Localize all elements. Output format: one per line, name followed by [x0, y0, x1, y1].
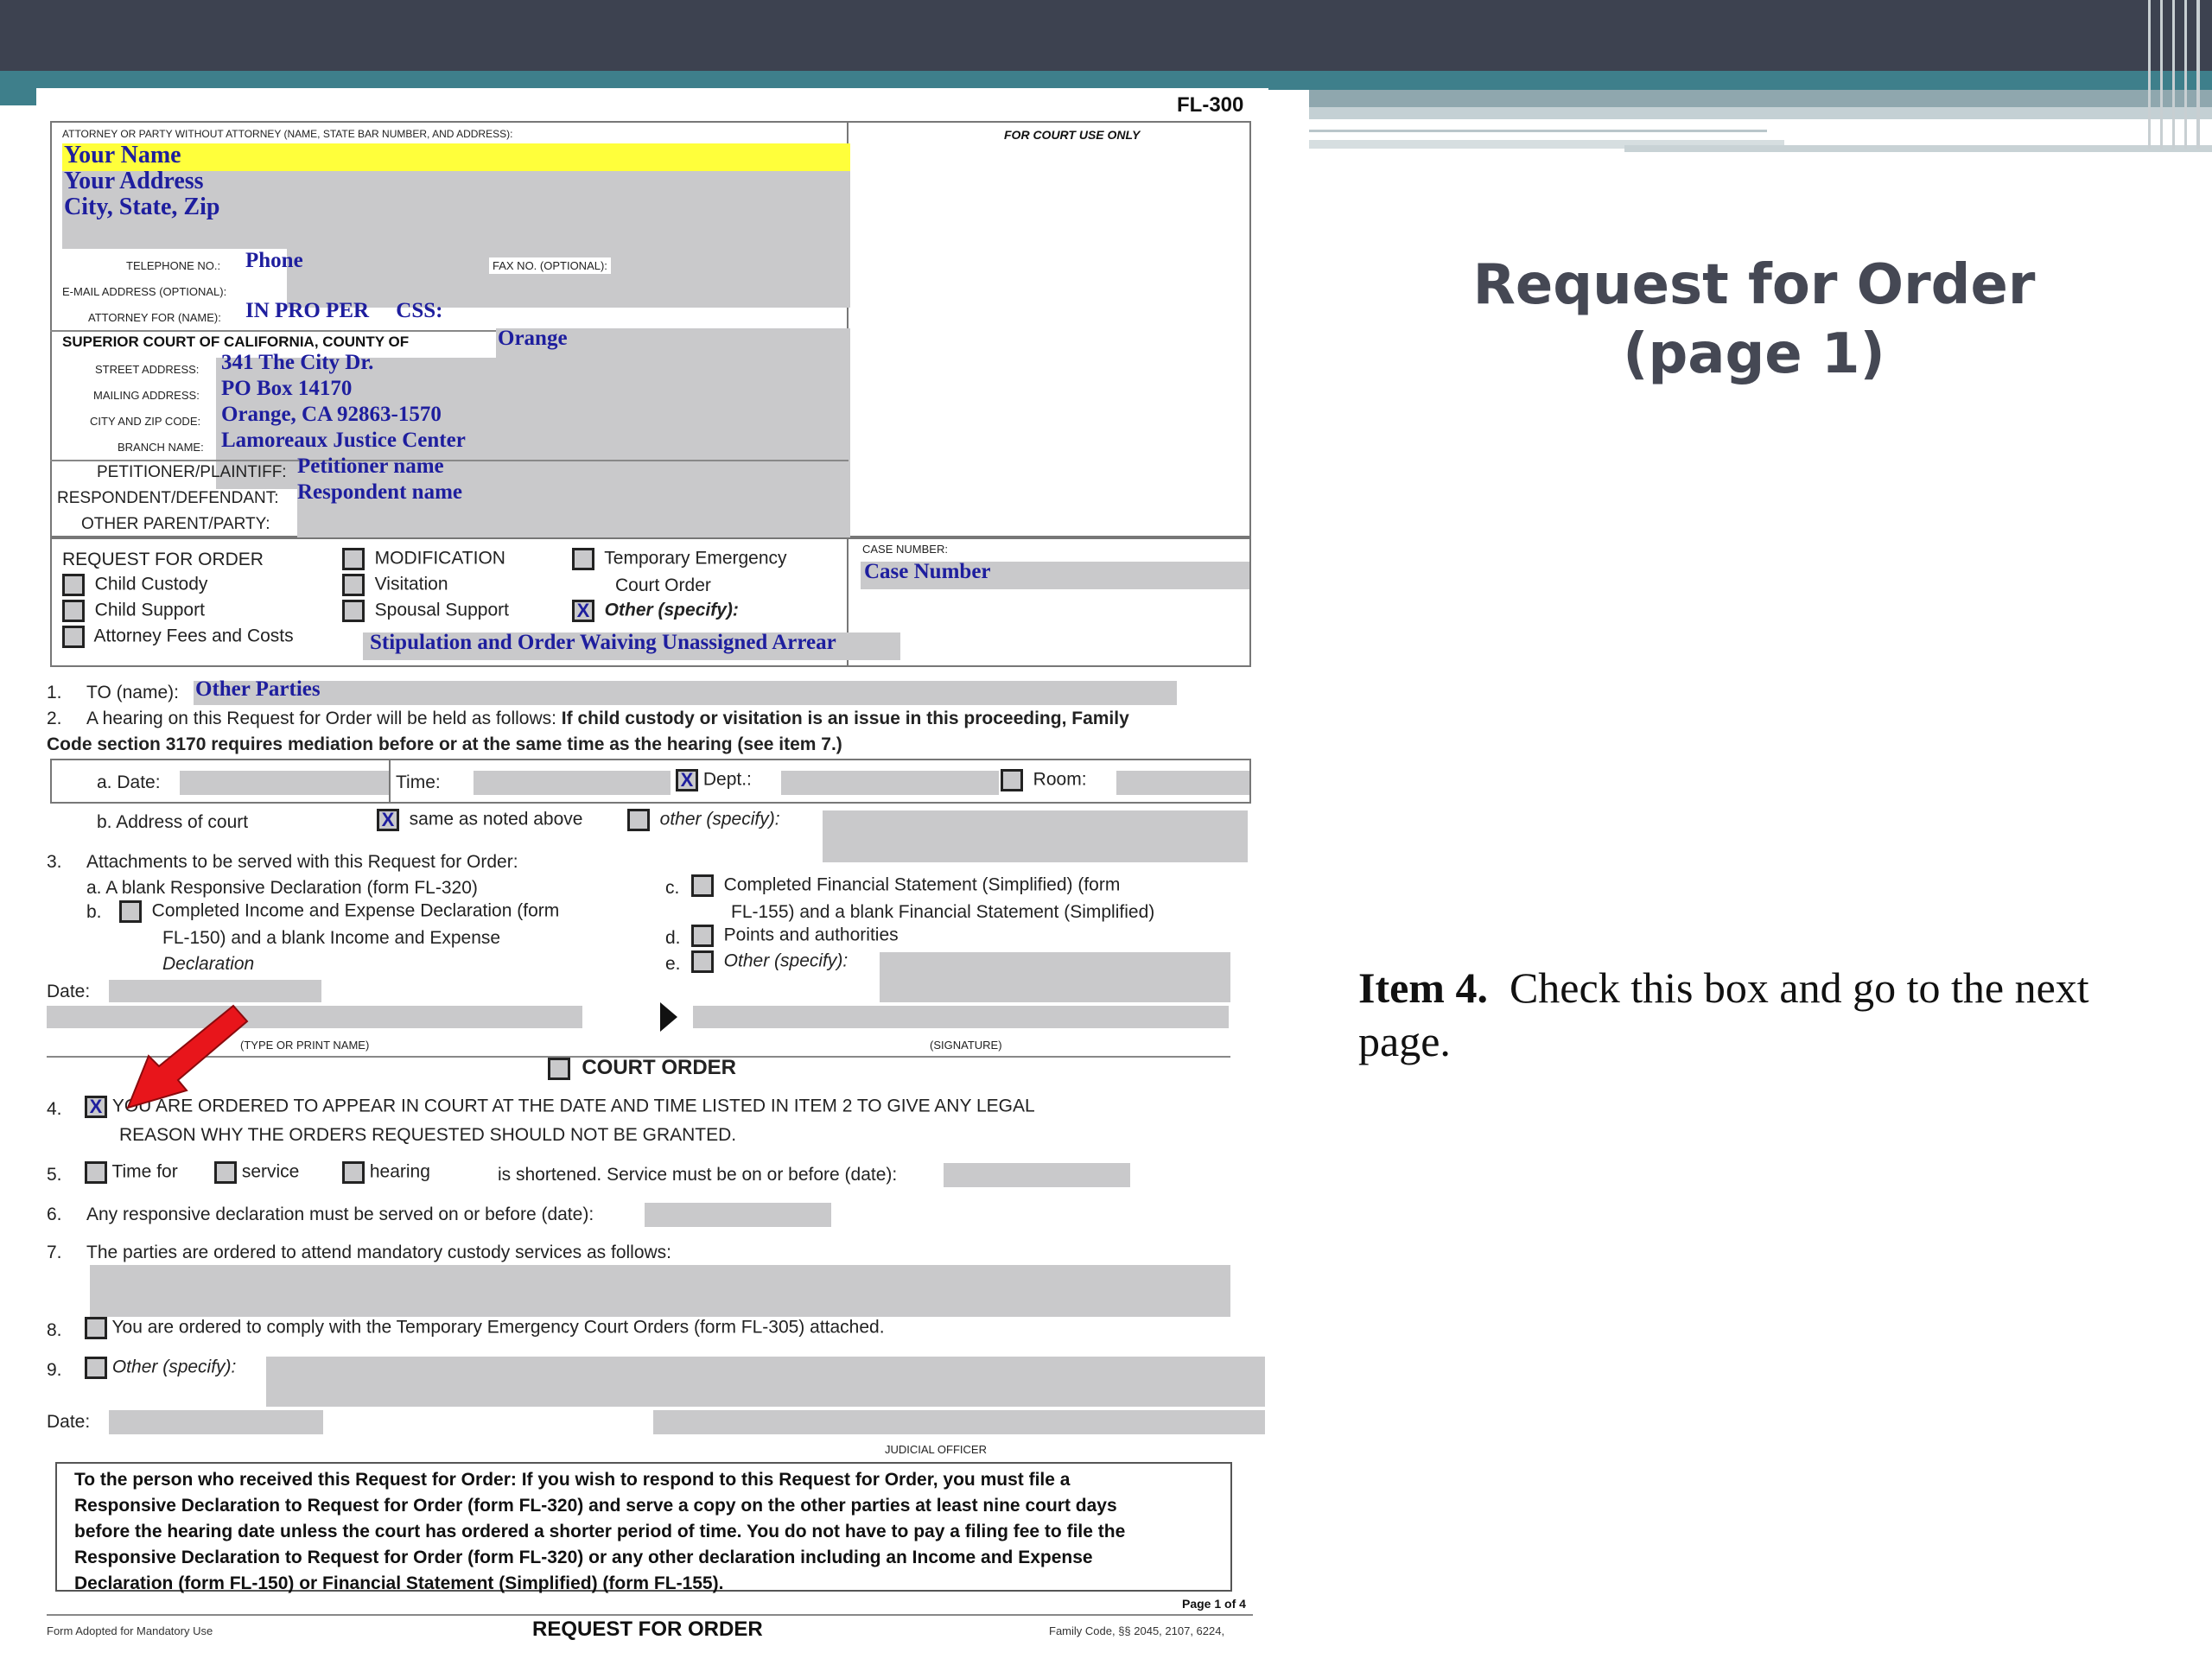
item3e-text: Other (specify):: [723, 950, 849, 971]
attorney-fees-checkbox[interactable]: [62, 626, 85, 648]
item3d-checkbox[interactable]: [691, 925, 714, 947]
hearing-time-label: Time:: [396, 772, 441, 792]
item3b-letter: b.: [86, 902, 102, 922]
city-state-zip[interactable]: City, State, Zip: [64, 194, 220, 220]
item8-num: 8.: [47, 1320, 62, 1340]
item2-text-b: If child custody or visitation is an issue in this proceeding, Family: [561, 709, 1129, 728]
item5-time-checkbox[interactable]: [85, 1161, 107, 1184]
hearing-time-fill[interactable]: [474, 771, 671, 795]
page-number: Page 1 of 4: [1182, 1597, 1246, 1611]
slide-deco-vline: [2184, 0, 2187, 149]
slide-deco-line3: [1624, 145, 2212, 152]
form-code: FL-300: [1177, 93, 1244, 117]
same-as-checkbox[interactable]: X: [377, 809, 399, 831]
item3b-text-3: Declaration: [162, 954, 255, 974]
slide-title: [1374, 251, 2134, 389]
court-label: SUPERIOR COURT OF CALIFORNIA, COUNTY OF: [62, 334, 410, 350]
item9-checkbox[interactable]: [85, 1357, 107, 1379]
item4-text: YOU ARE ORDERED TO APPEAR IN COURT AT THE DATE AND TIME LISTED IN ITEM 2 TO GIVE ANY LEGAL: [111, 1096, 1035, 1116]
request-for-order-label: REQUEST FOR ORDER: [62, 550, 264, 569]
tel-label: TELEPHONE NO.:: [126, 259, 221, 272]
other-specify-label: Other (specify):: [604, 600, 739, 620]
notice-line: Responsive Declaration to Request for Order (form FL-320) or any other declaration including an Income and Expense: [74, 1548, 1093, 1567]
item6-date-fill[interactable]: [645, 1203, 831, 1227]
respondent-value[interactable]: Respondent name: [297, 480, 462, 504]
slide-top-bar: [0, 0, 2212, 71]
order-date-fill[interactable]: [109, 1410, 323, 1434]
rule: [47, 1614, 1253, 1616]
other-parent-label: OTHER PARENT/PARTY:: [81, 515, 270, 533]
item8-checkbox[interactable]: [85, 1317, 107, 1339]
item9-fill[interactable]: [266, 1357, 1265, 1407]
note-text: Check this box and go to the next page.: [1358, 963, 2089, 1065]
branch-label: BRANCH NAME:: [118, 441, 204, 454]
notice-line: Responsive Declaration to Request for Order (form FL-320) and serve a copy on the other parties at least nine court days: [74, 1496, 1117, 1516]
order-date-label: Date:: [47, 1412, 91, 1432]
temp-emergency-label: Temporary Emergency: [604, 548, 787, 569]
court-order-heading: COURT ORDER: [582, 1056, 737, 1079]
temp-emergency-checkbox[interactable]: [572, 548, 594, 570]
item5-text: is shortened. Service must be on or before (date):: [498, 1165, 898, 1185]
type-name-caption: (TYPE OR PRINT NAME): [240, 1039, 370, 1052]
signature-caption: (SIGNATURE): [930, 1039, 1002, 1052]
attorney-for-value[interactable]: IN PRO PER CSS:: [245, 299, 443, 322]
slide-deco-vline: [2196, 0, 2200, 149]
item4-num: 4.: [47, 1099, 62, 1119]
item3d-letter: d.: [665, 928, 681, 948]
court-order-checkbox[interactable]: [548, 1058, 570, 1080]
respondent-label: RESPONDENT/DEFENDANT:: [57, 489, 279, 507]
case-number-value[interactable]: Case Number: [864, 560, 991, 583]
notice-line: Declaration (form FL-150) or Financial Statement (Simplified) (form FL-155).: [74, 1573, 724, 1593]
item9-text: Other (specify):: [111, 1357, 237, 1377]
dept-checkbox[interactable]: X: [676, 769, 698, 791]
item3a: a. A blank Responsive Declaration (form FL-320): [86, 878, 478, 898]
item3e-checkbox[interactable]: [691, 950, 714, 973]
signature-fill[interactable]: [693, 1006, 1229, 1028]
slide-note: [1358, 961, 2188, 1068]
note-item-label: Item 4.: [1358, 963, 1488, 1012]
slide-title-line2: (page 1): [1623, 322, 1885, 386]
dept-fill[interactable]: [781, 771, 999, 795]
item5-time-label: Time for: [111, 1161, 178, 1182]
item3c-text: Completed Financial Statement (Simplified) (form: [723, 874, 1121, 895]
notice-box: [55, 1462, 1232, 1592]
cityzip-label: CITY AND ZIP CODE:: [90, 415, 201, 428]
child-support-label: Child Support: [94, 600, 205, 620]
item3c-letter: c.: [665, 878, 680, 898]
street-value[interactable]: 341 The City Dr.: [221, 351, 374, 374]
visitation-label: Visitation: [374, 574, 448, 594]
petitioner-value[interactable]: Petitioner name: [297, 454, 444, 478]
notice-line: before the hearing date unless the court has ordered a shorter period of time. You do not have to pay a filing fee to file the: [74, 1522, 1126, 1541]
slide-deco-vline: [2148, 0, 2151, 149]
item3d-text: Points and authorities: [723, 925, 899, 945]
item7-text: The parties are ordered to attend mandatory custody services as follows:: [86, 1243, 672, 1262]
item7-fill[interactable]: [90, 1265, 1230, 1317]
slide-teal-band: [0, 71, 2212, 90]
hearing-date-label: a. Date:: [97, 772, 161, 792]
slide-deco-band-light: [1309, 107, 2212, 119]
slide-deco-line: [1309, 130, 1767, 132]
spousal-support-label: Spousal Support: [374, 600, 509, 620]
item6-text: Any responsive declaration must be served on or before (date):: [86, 1205, 594, 1224]
item6-num: 6.: [47, 1205, 62, 1224]
item5-date-fill[interactable]: [944, 1163, 1130, 1187]
spousal-support-checkbox[interactable]: [342, 600, 365, 622]
temp-emergency-label-2: Court Order: [615, 575, 711, 595]
footer-title: REQUEST FOR ORDER: [532, 1618, 763, 1641]
other-address-label: other (specify):: [659, 809, 780, 830]
item3c-text-2: FL-155) and a blank Financial Statement (Simplified): [731, 902, 1155, 922]
item3b-text-2: FL-150) and a blank Income and Expense: [162, 928, 501, 948]
child-support-checkbox[interactable]: [62, 600, 85, 622]
room-label: Room:: [1033, 769, 1087, 790]
attorney-fees-label: Attorney Fees and Costs: [93, 626, 294, 646]
case-number-label: CASE NUMBER:: [862, 543, 948, 556]
stipulation-value[interactable]: Stipulation and Order Waiving Unassigned Arrear: [370, 631, 836, 654]
item5-hearing-label: hearing: [369, 1161, 430, 1182]
item3-num: 3.: [47, 852, 62, 872]
slide-deco-vline: [2172, 0, 2175, 149]
item8-text: You are ordered to comply with the Temporary Emergency Court Orders (form FL-305) attached.: [111, 1317, 885, 1338]
item5-hearing-checkbox[interactable]: [342, 1161, 365, 1184]
item5-service-label: service: [241, 1161, 300, 1182]
other-specify-checkbox[interactable]: X: [572, 600, 594, 622]
slide-deco-vline: [2160, 0, 2163, 149]
attorney-for-label: ATTORNEY FOR (NAME):: [88, 311, 221, 324]
divider: [389, 760, 391, 804]
county-value[interactable]: Orange: [498, 327, 568, 350]
footer-left: Form Adopted for Mandatory Use: [47, 1624, 213, 1637]
court-use-label: FOR COURT USE ONLY: [1004, 128, 1141, 142]
item3e-letter: e.: [665, 954, 681, 974]
address-court-label: b. Address of court: [97, 812, 249, 832]
judicial-officer-caption: JUDICIAL OFFICER: [885, 1443, 987, 1456]
attorney-fill-2: [62, 226, 850, 245]
item5-service-checkbox[interactable]: [214, 1161, 237, 1184]
sign-date-label: Date:: [47, 982, 91, 1001]
mailing-label: MAILING ADDRESS:: [93, 389, 200, 402]
other-address-checkbox[interactable]: [627, 809, 650, 831]
notice-line: To the person who received this Request for Order: If you wish to respond to this Request for Order, you must file a: [74, 1470, 1071, 1490]
email-label: E-MAIL ADDRESS (OPTIONAL):: [62, 285, 227, 298]
item1-label: TO (name):: [86, 683, 179, 702]
same-as-label: same as noted above: [409, 809, 583, 830]
cityzip-value[interactable]: Orange, CA 92863-1570: [221, 403, 442, 426]
item2-text-c: Code section 3170 requires mediation before or at the same time as the hearing (see item 7.): [47, 734, 842, 754]
arrow-marker-icon: [658, 1002, 679, 1032]
red-arrow-icon: [104, 994, 259, 1123]
petitioner-label: PETITIONER/PLAINTIFF:: [97, 463, 287, 481]
room-checkbox[interactable]: [1001, 769, 1023, 791]
dept-label: Dept.:: [702, 769, 752, 790]
item2-text-a: A hearing on this Request for Order will be held as follows:: [86, 709, 556, 728]
item3b-checkbox[interactable]: [119, 900, 142, 923]
item1-fill: [194, 681, 1177, 705]
slide-deco-band: [1309, 90, 2212, 107]
modification-checkbox[interactable]: [342, 548, 365, 570]
child-custody-checkbox[interactable]: [62, 574, 85, 596]
your-name[interactable]: Your Name: [64, 142, 181, 168]
item3b-text: Completed Income and Expense Declaration (form: [151, 900, 560, 921]
modification-label: MODIFICATION: [374, 548, 505, 569]
your-address[interactable]: Your Address: [64, 168, 204, 194]
item4-text-2: REASON WHY THE ORDERS REQUESTED SHOULD NOT BE GRANTED.: [119, 1125, 737, 1145]
fax-label: FAX NO. (OPTIONAL):: [489, 257, 611, 274]
branch-value[interactable]: Lamoreaux Justice Center: [221, 429, 466, 452]
item3e-fill[interactable]: [880, 952, 1230, 1002]
item5-num: 5.: [47, 1165, 62, 1185]
item1-num: 1.: [47, 683, 62, 702]
item3c-checkbox[interactable]: [691, 874, 714, 897]
room-fill[interactable]: [1116, 771, 1249, 795]
footer-right: Family Code, §§ 2045, 2107, 6224,: [1049, 1624, 1225, 1637]
form-fl300: [36, 88, 1268, 1659]
item1-value[interactable]: Other Parties: [195, 677, 321, 701]
street-label: STREET ADDRESS:: [95, 363, 200, 376]
attorney-header: ATTORNEY OR PARTY WITHOUT ATTORNEY (NAME, STATE BAR NUMBER, AND ADDRESS):: [62, 128, 513, 140]
slide-title-line1: Request for Order: [1472, 253, 2036, 317]
item4-checkbox[interactable]: X: [85, 1096, 107, 1118]
other-address-fill[interactable]: [823, 810, 1248, 862]
visitation-checkbox[interactable]: [342, 574, 365, 596]
item3-label: Attachments to be served with this Request for Order:: [86, 852, 518, 872]
phone-value[interactable]: Phone: [245, 249, 303, 272]
child-custody-label: Child Custody: [94, 574, 208, 594]
item7-num: 7.: [47, 1243, 62, 1262]
mailing-value[interactable]: PO Box 14170: [221, 377, 353, 400]
hearing-date-fill[interactable]: [180, 771, 391, 795]
judicial-officer-fill[interactable]: [653, 1410, 1265, 1434]
item2-num: 2.: [47, 709, 62, 728]
item9-num: 9.: [47, 1360, 62, 1380]
